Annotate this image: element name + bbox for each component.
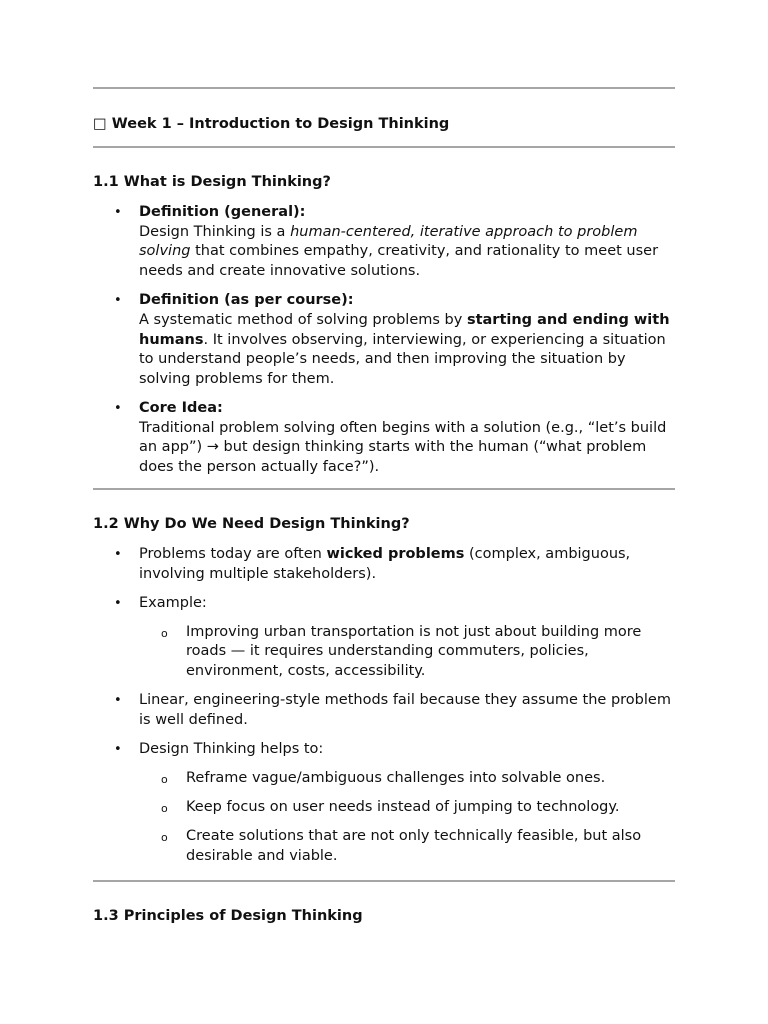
list-item-linear-methods: • Linear, engineering-style methods fail because they assume the problem is well defined. [93, 691, 675, 730]
need-list [93, 545, 675, 876]
sub-list-item: o Keep focus on user needs instead of jumping to technology. [139, 798, 675, 818]
strong-text: wicked problems [326, 546, 465, 562]
week-title-text: Week 1 – Introduction to Design Thinking [111, 116, 450, 132]
item-text: Design Thinking helps to: [139, 740, 324, 757]
item-text: Design Thinking is a [139, 223, 291, 240]
item-text: (complex, ambiguous, involving multiple stakeholders). [139, 546, 631, 582]
section-heading-1-3: 1.3 Principles of Design Thinking [93, 908, 363, 924]
definition-list [93, 203, 675, 487]
divider [93, 146, 675, 148]
item-label: • Definition (general): [139, 204, 306, 220]
item-text: Problems today are often [139, 546, 327, 562]
item-text: Traditional problem solving often begins with a solution (e.g., “let’s build an app”) → but design thinking starts with the human (“what problem does the person actually face?”). [139, 419, 667, 476]
list-item-definition-general [93, 203, 675, 282]
item-label: • Core Idea: [139, 399, 223, 416]
item-text: that combines empathy, creativity, and rationality to meet user needs and create innovative solutions. [139, 243, 659, 280]
week-title [93, 116, 449, 132]
divider [93, 880, 675, 882]
divider [93, 488, 675, 490]
list-item-wicked-problems [93, 545, 675, 584]
strong-text: starting and ending with humans [139, 311, 670, 348]
section-heading-1-1: 1.1 What is Design Thinking? [93, 174, 331, 190]
sub-list-item: o Reframe vague/ambiguous challenges into solvable ones. [139, 769, 675, 789]
list-item-example [93, 594, 675, 682]
item-text: . It involves observing, interviewing, or experiencing a situation to understand people’s needs, and then improving the situation by solving problems for them. [139, 331, 666, 387]
sub-list [139, 769, 675, 866]
item-text: A systematic method of solving problems by [139, 311, 467, 328]
section-heading-1-2: 1.2 Why Do We Need Design Thinking? [93, 516, 410, 532]
divider [93, 87, 675, 89]
item-label: • Definition (as per course): [139, 292, 354, 309]
emphasis-text: human-centered, iterative approach to problem solving [139, 223, 638, 260]
placeholder-glyph-icon: □ [93, 116, 107, 132]
item-text: Example: [139, 594, 207, 611]
sub-list [139, 623, 675, 682]
list-item-helps [93, 740, 675, 866]
sub-list-item: o Create solutions that are not only technically feasible, but also desirable and viable. [139, 827, 675, 866]
list-item-definition-course [93, 291, 675, 390]
sub-list-item: o Improving urban transportation is not just about building more roads — it requires understanding commuters, policies, environment, costs, accessibility. [139, 623, 675, 682]
list-item-core-idea [93, 399, 675, 478]
